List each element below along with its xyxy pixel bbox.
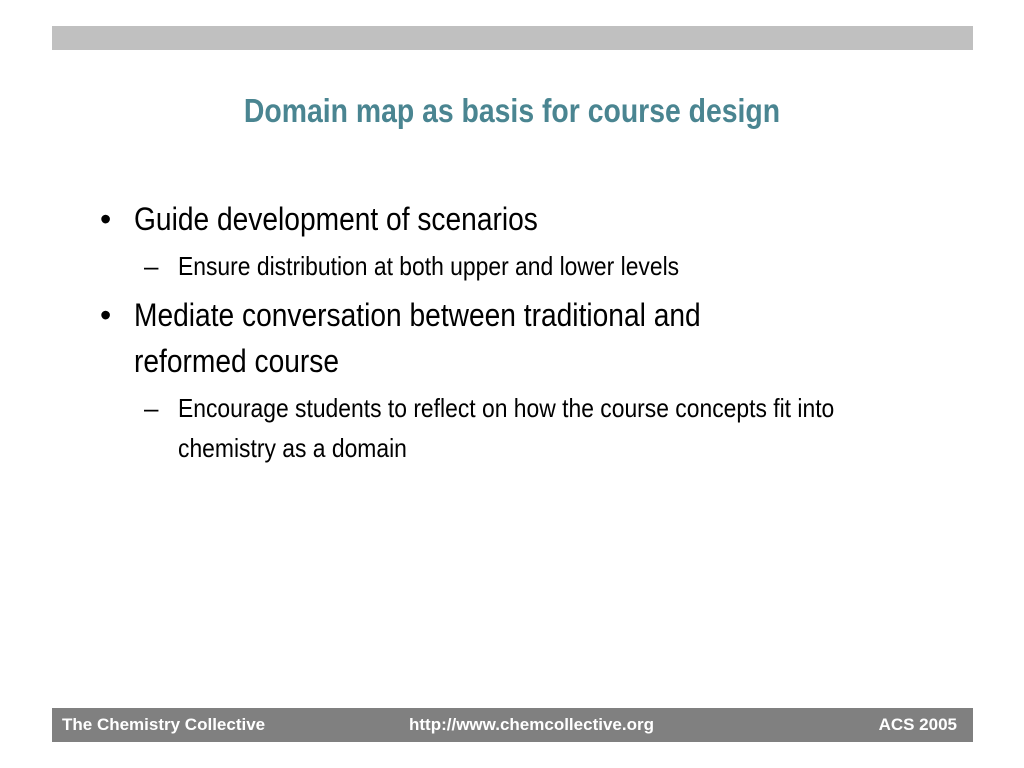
footer-url[interactable]: http://www.chemcollective.org xyxy=(409,715,654,734)
slide-body xyxy=(96,196,936,474)
dash-mark: – xyxy=(144,393,159,423)
bullet-text: Mediate conversation between traditional and reformed course xyxy=(134,297,701,379)
bullet-mark: • xyxy=(100,201,112,237)
top-decorative-bar xyxy=(52,26,973,50)
sub-bullet-item xyxy=(96,388,936,468)
bullet-item xyxy=(96,196,936,242)
dash-mark: – xyxy=(144,251,159,281)
sub-bullet-text: Encourage students to reflect on how the course concepts fit into chemistry as a domain xyxy=(178,393,835,463)
footer-bar xyxy=(52,708,973,742)
bullet-item xyxy=(96,292,936,384)
footer-event: ACS 2005 xyxy=(878,715,957,734)
bullet-mark: • xyxy=(100,297,112,333)
bullet-text: Guide development of scenarios xyxy=(134,201,538,237)
sub-bullet-item xyxy=(96,246,936,286)
sub-bullet-text: Ensure distribution at both upper and lower levels xyxy=(178,251,680,281)
slide-title: Domain map as basis for course design xyxy=(243,92,781,129)
footer-org-name: The Chemistry Collective xyxy=(62,715,266,734)
